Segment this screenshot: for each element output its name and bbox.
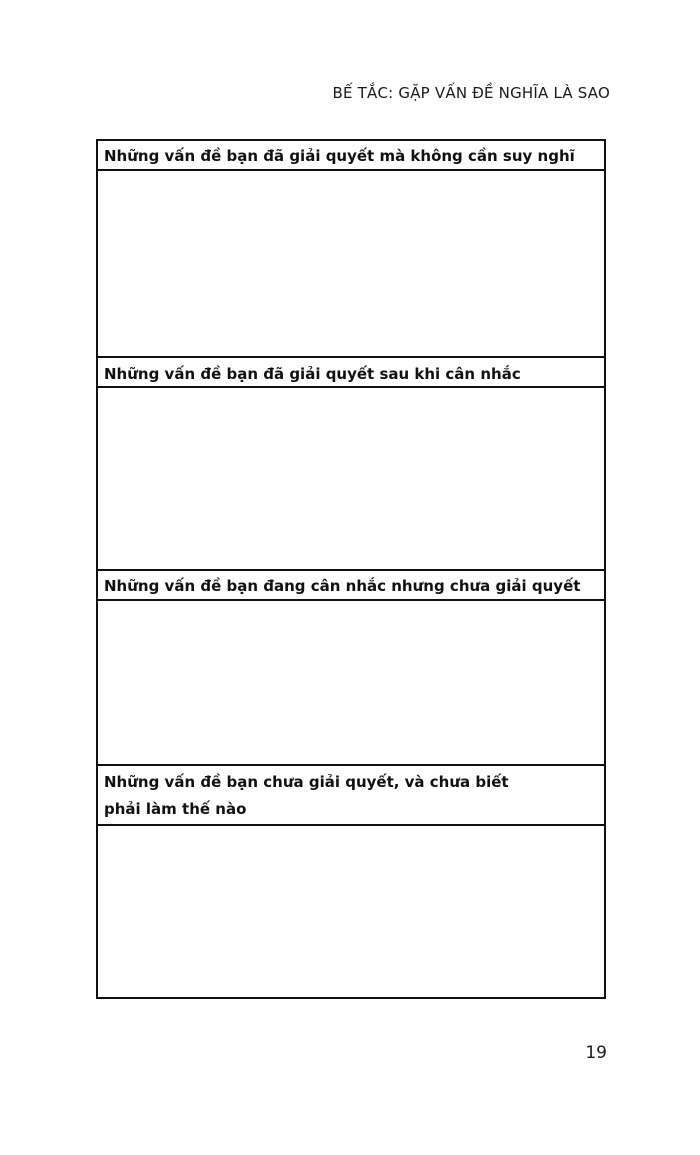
- page-number: 19: [585, 1043, 607, 1063]
- section-title-solved-without-thinking: Những vấn đề bạn đã giải quyết mà không cần suy nghĩ: [104, 147, 575, 165]
- title-rule: [98, 824, 604, 826]
- title-rule: [98, 599, 604, 601]
- section-title-solved-after-consideration: Những vấn đề bạn đã giải quyết sau khi cân nhắc: [104, 365, 521, 383]
- section-title-unsolved-unknown: Những vấn đề bạn chưa giải quyết, và chưa biết phải làm thế nào: [104, 773, 509, 818]
- title-rule: [98, 386, 604, 388]
- title-rule: [98, 169, 604, 171]
- section-title-considering-unsolved: Những vấn đề bạn đang cân nhắc nhưng chưa giải quyết: [104, 577, 581, 595]
- worksheet-table: [96, 139, 606, 999]
- running-header: BẾ TẮC: GẶP VẤN ĐỀ NGHĨA LÀ SAO: [332, 84, 610, 102]
- section-divider: [98, 356, 604, 358]
- section-divider: [98, 764, 604, 766]
